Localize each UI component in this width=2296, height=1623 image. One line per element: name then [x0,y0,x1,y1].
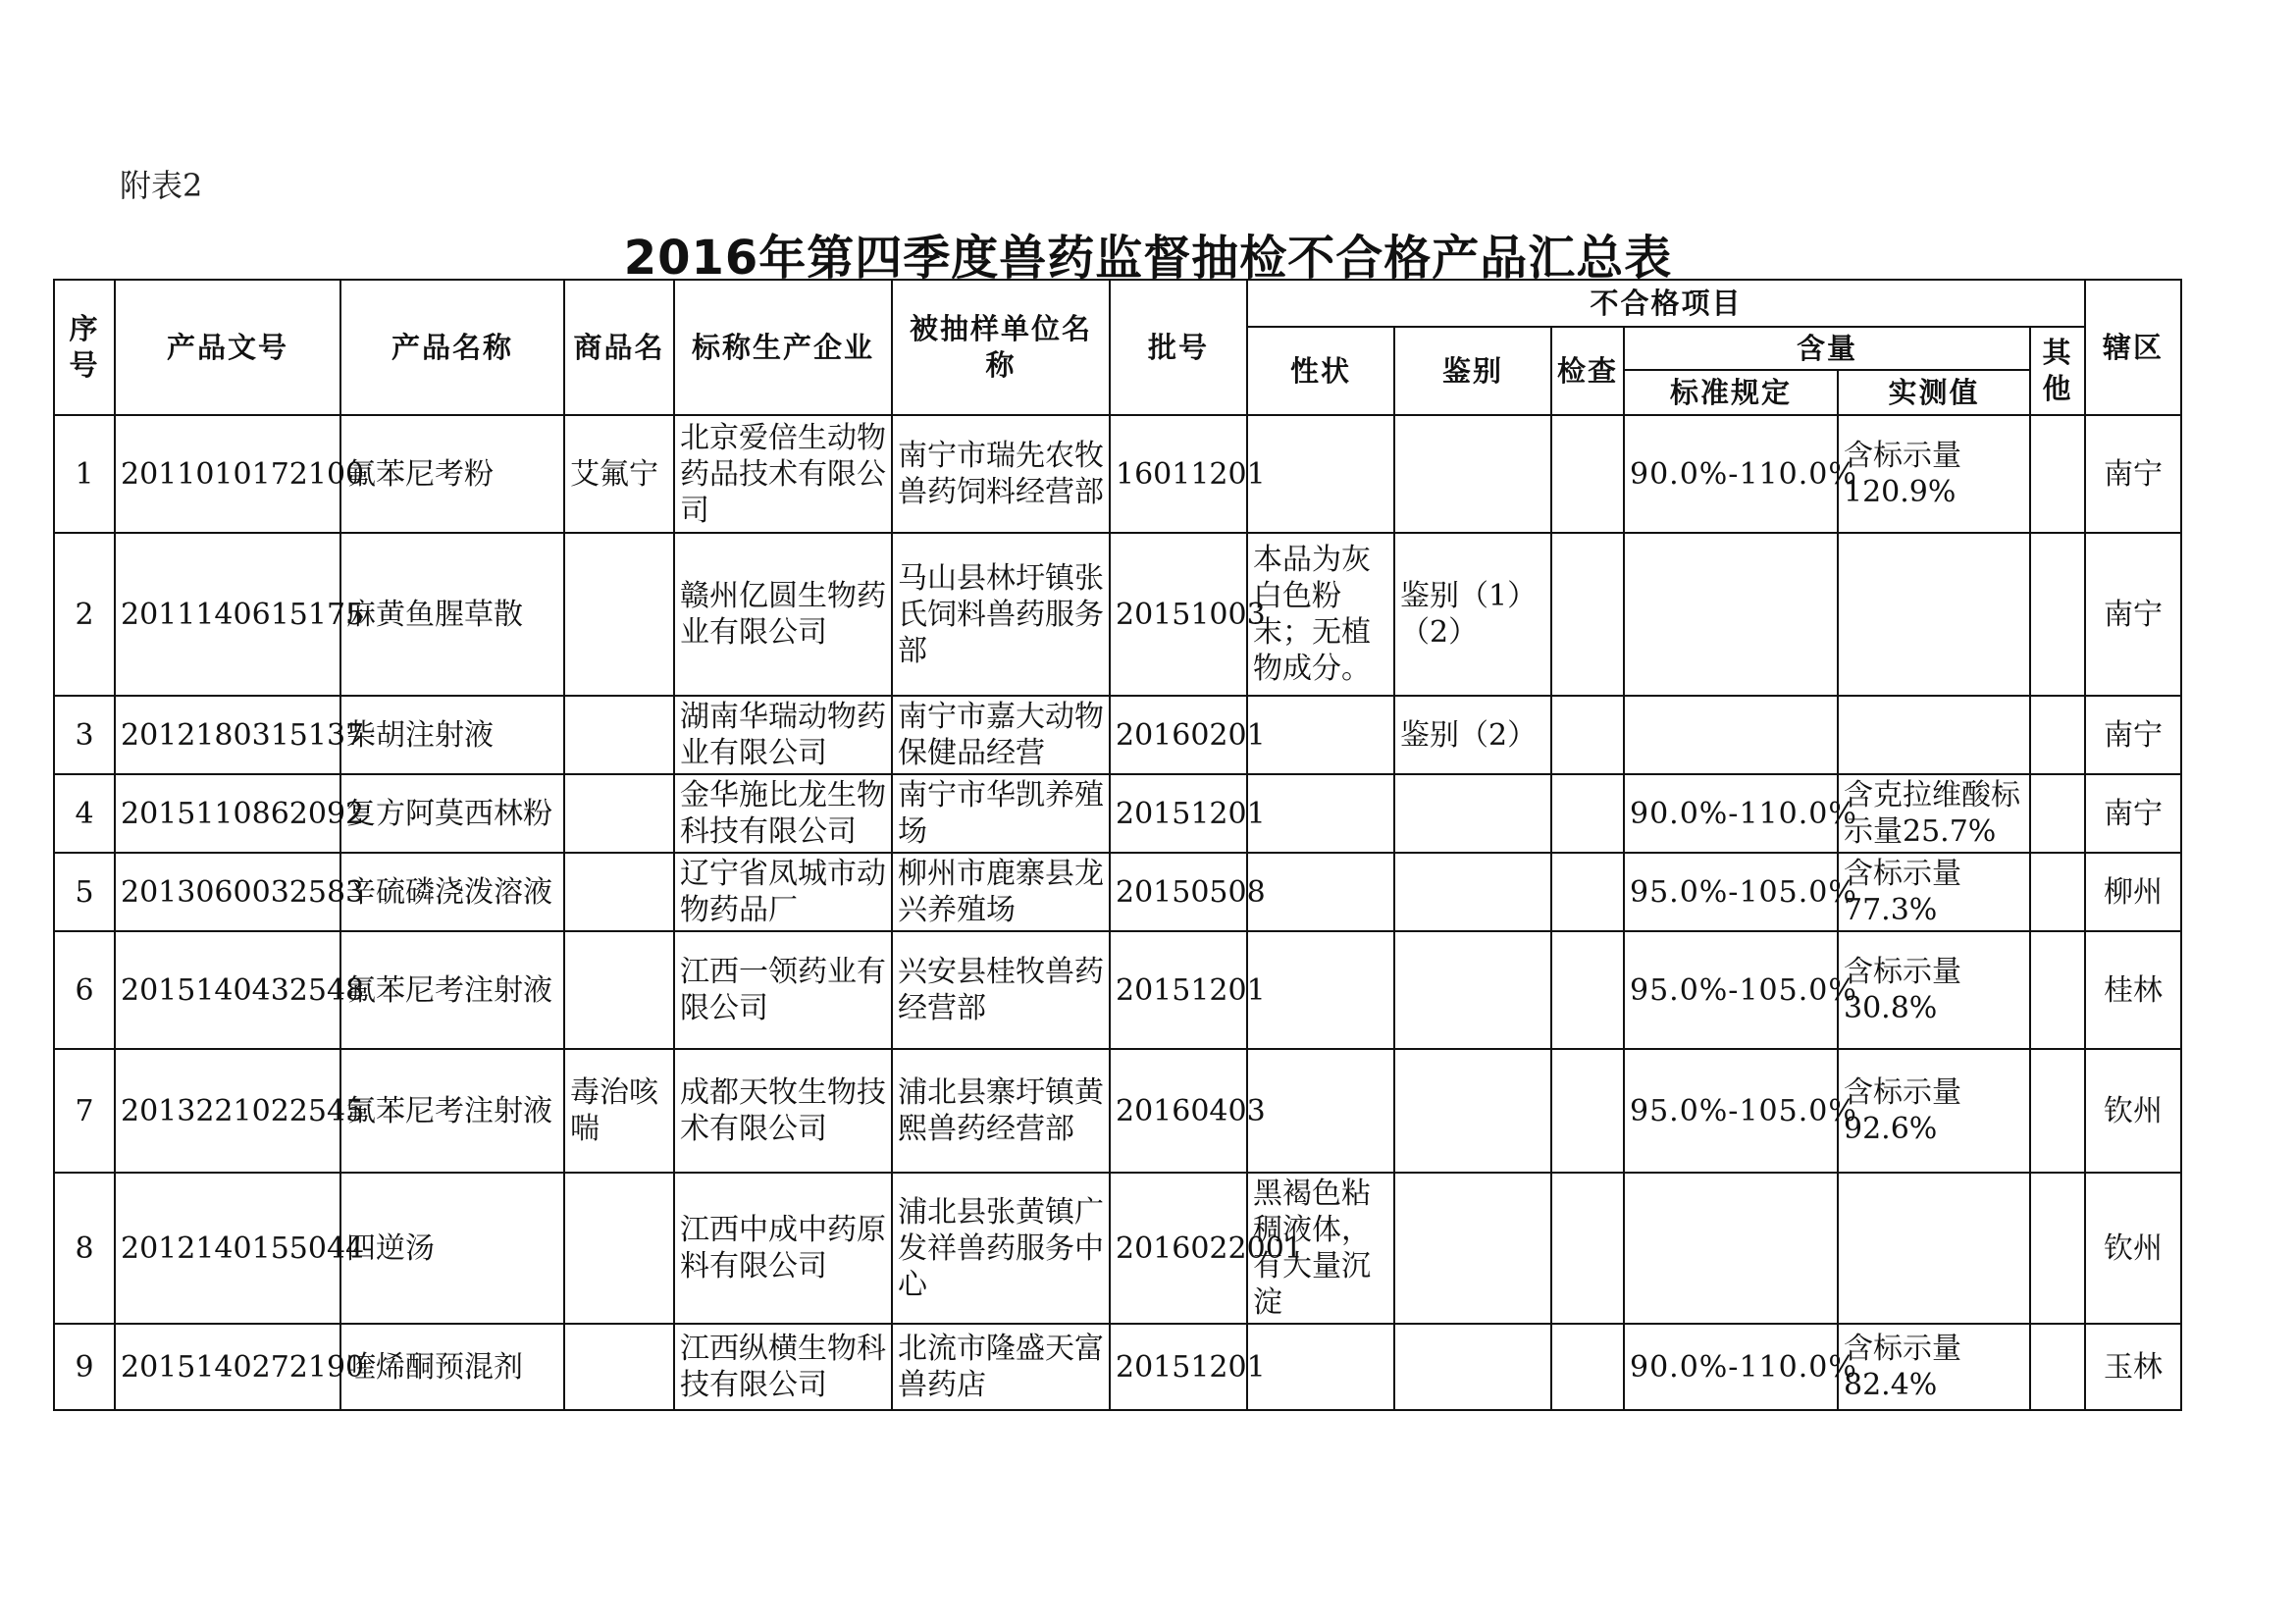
cell-batch-no: 20151201 [1110,774,1247,853]
cell-trade-name [564,853,674,931]
cell-manufacturer: 辽宁省凤城市动物药品厂 [674,853,892,931]
cell-appearance: 本品为灰白色粉末；无植物成分。 [1247,533,1394,696]
cell-product-name: 四逆汤 [340,1173,564,1324]
cell-sampled-unit: 南宁市华凯养殖场 [892,774,1110,853]
cell-jurisdiction: 桂林 [2085,931,2181,1049]
cell-trade-name: 艾氟宁 [564,415,674,533]
cell-measured: 含克拉维酸标示量25.7% [1838,774,2030,853]
cell-inspection [1551,696,1624,774]
cell-approval-no: 2013221022545 [115,1049,340,1173]
cell-measured: 含标示量120.9% [1838,415,2030,533]
cell-other [2030,853,2085,931]
header-standard: 标准规定 [1624,370,1838,415]
header-nonconforming-items: 不合格项目 [1247,280,2085,327]
cell-product-name: 麻黄鱼腥草散 [340,533,564,696]
cell-measured: 含标示量92.6% [1838,1049,2030,1173]
table-row [54,1173,2181,1324]
cell-identification [1394,415,1551,533]
cell-other [2030,774,2085,853]
cell-product-name: 氟苯尼考粉 [340,415,564,533]
cell-jurisdiction: 南宁 [2085,533,2181,696]
cell-standard: 90.0%-110.0% [1624,774,1838,853]
table-row [54,1049,2181,1173]
cell-appearance [1247,1049,1394,1173]
cell-inspection [1551,415,1624,533]
cell-other [2030,1324,2085,1410]
header-approval-no: 产品文号 [115,280,340,415]
cell-seq: 4 [54,774,115,853]
cell-inspection [1551,1173,1624,1324]
cell-identification [1394,1173,1551,1324]
cell-jurisdiction: 南宁 [2085,415,2181,533]
cell-standard: 90.0%-110.0% [1624,1324,1838,1410]
cell-jurisdiction: 南宁 [2085,774,2181,853]
cell-measured [1838,1173,2030,1324]
cell-inspection [1551,1324,1624,1410]
cell-measured: 含标示量77.3% [1838,853,2030,931]
cell-jurisdiction: 钦州 [2085,1173,2181,1324]
cell-identification [1394,931,1551,1049]
cell-batch-no: 20160403 [1110,1049,1247,1173]
header-product-name: 产品名称 [340,280,564,415]
table-row [54,533,2181,696]
header-content: 含量 [1624,327,2030,370]
cell-measured [1838,696,2030,774]
cell-other [2030,931,2085,1049]
cell-standard [1624,696,1838,774]
cell-product-name: 辛硫磷浇泼溶液 [340,853,564,931]
page-title: 2016年第四季度兽药监督抽检不合格产品汇总表 [623,231,1673,286]
header-batch-no: 批号 [1110,280,1247,415]
cell-product-name: 复方阿莫西林粉 [340,774,564,853]
cell-standard [1624,1173,1838,1324]
cell-approval-no: 2015110862092 [115,774,340,853]
cell-standard: 95.0%-105.0% [1624,1049,1838,1173]
cell-manufacturer: 北京爱倍生动物药品技术有限公司 [674,415,892,533]
cell-product-name: 柴胡注射液 [340,696,564,774]
cell-appearance [1247,774,1394,853]
cell-appearance [1247,696,1394,774]
appendix-label: 附表2 [120,167,203,204]
cell-seq: 2 [54,533,115,696]
cell-trade-name [564,931,674,1049]
cell-manufacturer: 江西中成中药原料有限公司 [674,1173,892,1324]
cell-batch-no: 20150508 [1110,853,1247,931]
cell-measured [1838,533,2030,696]
cell-identification [1394,853,1551,931]
cell-identification [1394,1049,1551,1173]
cell-approval-no: 2013060032583 [115,853,340,931]
cell-manufacturer: 赣州亿圆生物药业有限公司 [674,533,892,696]
cell-other [2030,1049,2085,1173]
table-row [54,931,2181,1049]
cell-trade-name [564,774,674,853]
cell-sampled-unit: 浦北县寨圩镇黄熙兽药经营部 [892,1049,1110,1173]
cell-seq: 7 [54,1049,115,1173]
cell-seq: 8 [54,1173,115,1324]
cell-product-name: 氟苯尼考注射液 [340,931,564,1049]
cell-seq: 5 [54,853,115,931]
cell-identification: 鉴别（2） [1394,696,1551,774]
cell-other [2030,1173,2085,1324]
cell-inspection [1551,853,1624,931]
cell-seq: 1 [54,415,115,533]
cell-inspection [1551,1049,1624,1173]
cell-approval-no: 2011010172100 [115,415,340,533]
cell-trade-name: 毒治咳喘 [564,1049,674,1173]
cell-inspection [1551,533,1624,696]
cell-seq: 3 [54,696,115,774]
table-row [54,853,2181,931]
header-trade-name: 商品名 [564,280,674,415]
cell-approval-no: 2012140155044 [115,1173,340,1324]
header-manufacturer: 标称生产企业 [674,280,892,415]
cell-manufacturer: 湖南华瑞动物药业有限公司 [674,696,892,774]
header-inspection: 检查 [1551,327,1624,415]
cell-sampled-unit: 柳州市鹿寨县龙兴养殖场 [892,853,1110,931]
header-identification: 鉴别 [1394,327,1551,415]
header-other: 其他 [2030,327,2085,415]
table-row [54,774,2181,853]
header-jurisdiction: 辖区 [2085,280,2181,415]
cell-standard: 95.0%-105.0% [1624,931,1838,1049]
cell-approval-no: 2012180315137 [115,696,340,774]
cell-identification: 鉴别（1）（2） [1394,533,1551,696]
cell-trade-name [564,1173,674,1324]
table-row [54,696,2181,774]
cell-batch-no: 2016022001 [1110,1173,1247,1324]
cell-sampled-unit: 南宁市嘉大动物保健品经营 [892,696,1110,774]
cell-sampled-unit: 兴安县桂牧兽药经营部 [892,931,1110,1049]
cell-manufacturer: 成都天牧生物技术有限公司 [674,1049,892,1173]
cell-product-name: 氟苯尼考注射液 [340,1049,564,1173]
cell-batch-no: 20151003 [1110,533,1247,696]
cell-appearance [1247,1324,1394,1410]
cell-batch-no: 20160201 [1110,696,1247,774]
cell-sampled-unit: 南宁市瑞先农牧兽药饲料经营部 [892,415,1110,533]
cell-identification [1394,774,1551,853]
cell-jurisdiction: 玉林 [2085,1324,2181,1410]
cell-other [2030,696,2085,774]
cell-appearance [1247,931,1394,1049]
cell-manufacturer: 江西一领药业有限公司 [674,931,892,1049]
cell-appearance [1247,853,1394,931]
table-row [54,1324,2181,1410]
cell-batch-no: 20151201 [1110,931,1247,1049]
header-appearance: 性状 [1247,327,1394,415]
cell-approval-no: 2011140615175 [115,533,340,696]
cell-measured: 含标示量30.8% [1838,931,2030,1049]
cell-appearance [1247,415,1394,533]
header-seq: 序号 [54,280,115,415]
cell-appearance: 黑褐色粘稠液体，有大量沉淀 [1247,1173,1394,1324]
header-measured: 实测值 [1838,370,2030,415]
cell-manufacturer: 江西纵横生物科技有限公司 [674,1324,892,1410]
cell-sampled-unit: 浦北县张黄镇广发祥兽药服务中心 [892,1173,1110,1324]
cell-trade-name [564,1324,674,1410]
nonconforming-products-table [53,279,2182,1411]
cell-trade-name [564,696,674,774]
cell-manufacturer: 金华施比龙生物科技有限公司 [674,774,892,853]
cell-inspection [1551,931,1624,1049]
cell-standard [1624,533,1838,696]
cell-standard: 90.0%-110.0% [1624,415,1838,533]
cell-approval-no: 2015140432548 [115,931,340,1049]
cell-other [2030,415,2085,533]
cell-batch-no: 16011201 [1110,415,1247,533]
header-sampled-unit: 被抽样单位名称 [892,280,1110,415]
cell-seq: 6 [54,931,115,1049]
cell-seq: 9 [54,1324,115,1410]
cell-other [2030,533,2085,696]
cell-standard: 95.0%-105.0% [1624,853,1838,931]
cell-trade-name [564,533,674,696]
table-row [54,415,2181,533]
cell-jurisdiction: 南宁 [2085,696,2181,774]
cell-batch-no: 20151201 [1110,1324,1247,1410]
cell-sampled-unit: 马山县林圩镇张氏饲料兽药服务部 [892,533,1110,696]
cell-inspection [1551,774,1624,853]
cell-sampled-unit: 北流市隆盛天富兽药店 [892,1324,1110,1410]
cell-product-name: 喹烯酮预混剂 [340,1324,564,1410]
cell-approval-no: 2015140272190 [115,1324,340,1410]
cell-jurisdiction: 柳州 [2085,853,2181,931]
cell-measured: 含标示量82.4% [1838,1324,2030,1410]
cell-identification [1394,1324,1551,1410]
cell-jurisdiction: 钦州 [2085,1049,2181,1173]
